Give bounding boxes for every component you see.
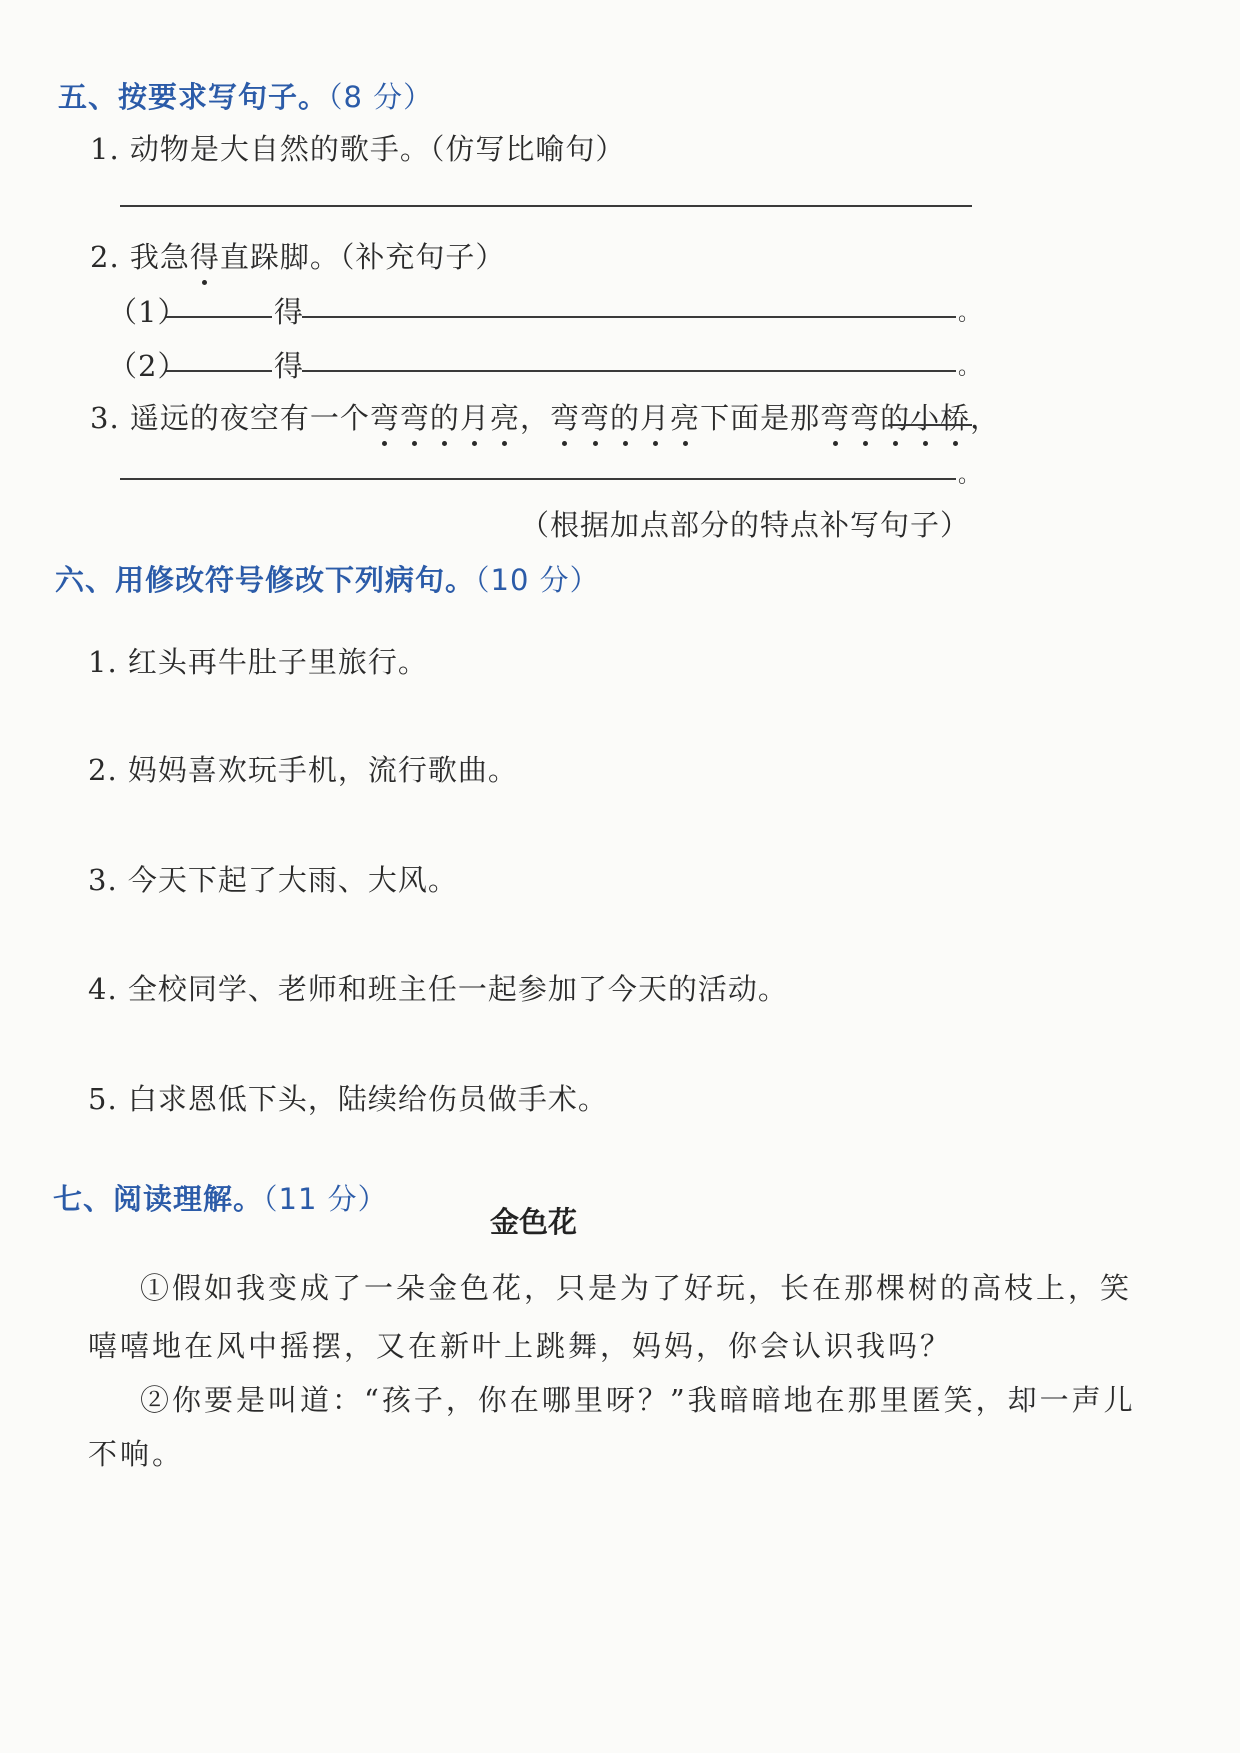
paragraph-2-line-1: ②你要是叫道：“孩子，你在哪里呀？”我暗暗地在那里匿笑，却一声儿 xyxy=(140,1383,1136,1417)
question-5-3-note: （根据加点部分的特点补写句子） xyxy=(519,508,970,542)
de-char-2: 得 xyxy=(274,349,305,383)
dotted-char: 弯 xyxy=(400,396,430,437)
dotted-char: 小 xyxy=(910,396,940,437)
sentence-6-4: 4. 全校同学、老师和班主任一起参加了今天的活动。 xyxy=(88,972,788,1006)
dotted-char: 的 xyxy=(880,396,910,437)
dotted-char: 的 xyxy=(610,396,640,437)
sentence-6-5: 5. 白求恩低下头，陆续给伤员做手术。 xyxy=(88,1082,608,1116)
sentence-6-2: 2. 妈妈喜欢玩手机，流行歌曲。 xyxy=(88,753,518,787)
answer-line-5-2-2a[interactable] xyxy=(166,370,272,372)
question-5-3-part3: 下面是那 xyxy=(700,401,821,435)
section-7-heading xyxy=(53,1177,388,1218)
period-2: 。 xyxy=(958,355,982,380)
dotted-char: 月 xyxy=(640,396,670,437)
dotted-phrase-2 xyxy=(550,401,700,435)
dotted-phrase-3 xyxy=(820,401,970,435)
passage-title: 金色花 xyxy=(490,1205,578,1239)
question-5-2-suffix: 直跺脚。（补充句子） xyxy=(219,240,506,274)
paragraph-2-line-2: 不响。 xyxy=(88,1437,185,1471)
answer-line-5-1[interactable] xyxy=(120,205,972,207)
section-5-heading xyxy=(58,75,433,116)
section-6-points: （10 分） xyxy=(475,563,600,597)
dotted-char: 的 xyxy=(430,396,460,437)
dotted-char: 弯 xyxy=(820,396,850,437)
answer-line-5-3b[interactable] xyxy=(120,478,956,480)
section-5-title: 五、按要求写句子。 xyxy=(58,80,329,114)
de-char-1: 得 xyxy=(274,295,305,329)
sentence-6-3: 3. 今天下起了大雨、大风。 xyxy=(88,863,458,897)
dotted-char: 月 xyxy=(460,396,490,437)
question-5-3-part4: ， xyxy=(970,401,1001,435)
question-5-2 xyxy=(90,235,505,276)
dotted-char: 弯 xyxy=(550,396,580,437)
question-5-3-part1: 3. 遥远的夜空有一个 xyxy=(90,401,370,435)
period-1: 。 xyxy=(958,301,982,326)
section-7-title: 七、阅读理解。 xyxy=(53,1182,264,1216)
question-5-3 xyxy=(90,396,1000,437)
section-5-points: （8 分） xyxy=(328,80,434,114)
dotted-phrase-1 xyxy=(370,401,520,435)
dotted-char: 弯 xyxy=(370,396,400,437)
section-6-heading xyxy=(55,558,600,599)
dotted-char: 亮 xyxy=(670,396,700,437)
dotted-char: 弯 xyxy=(580,396,610,437)
answer-line-5-2-1a[interactable] xyxy=(166,316,272,318)
dotted-char: 亮 xyxy=(490,396,520,437)
paragraph-1-line-1: ①假如我变成了一朵金色花，只是为了好玩，长在那棵树的高枝上，笑 xyxy=(140,1271,1133,1305)
sub-label-2: （2） xyxy=(108,349,188,383)
question-5-3-part2: ， xyxy=(519,401,550,435)
section-7-points: （11 分） xyxy=(263,1182,388,1216)
sub-label-1: （1） xyxy=(108,295,188,329)
question-5-2-prefix: 2. 我急 xyxy=(90,240,190,274)
answer-line-5-2-1b[interactable] xyxy=(302,316,956,318)
section-6-title: 六、用修改符号修改下列病句。 xyxy=(55,563,476,597)
dotted-char: 弯 xyxy=(850,396,880,437)
question-5-1: 1. 动物是大自然的歌手。（仿写比喻句） xyxy=(90,132,626,166)
dotted-char: 桥 xyxy=(940,396,970,437)
dotted-char: 得 xyxy=(190,235,220,276)
answer-line-5-2-2b[interactable] xyxy=(302,370,956,372)
paragraph-1-line-2: 嘻嘻地在风中摇摆，又在新叶上跳舞，妈妈，你会认识我吗？ xyxy=(88,1329,953,1363)
answer-line-5-3a[interactable] xyxy=(888,424,972,426)
period-3: 。 xyxy=(958,463,982,488)
sentence-6-1: 1. 红头再牛肚子里旅行。 xyxy=(88,645,428,679)
